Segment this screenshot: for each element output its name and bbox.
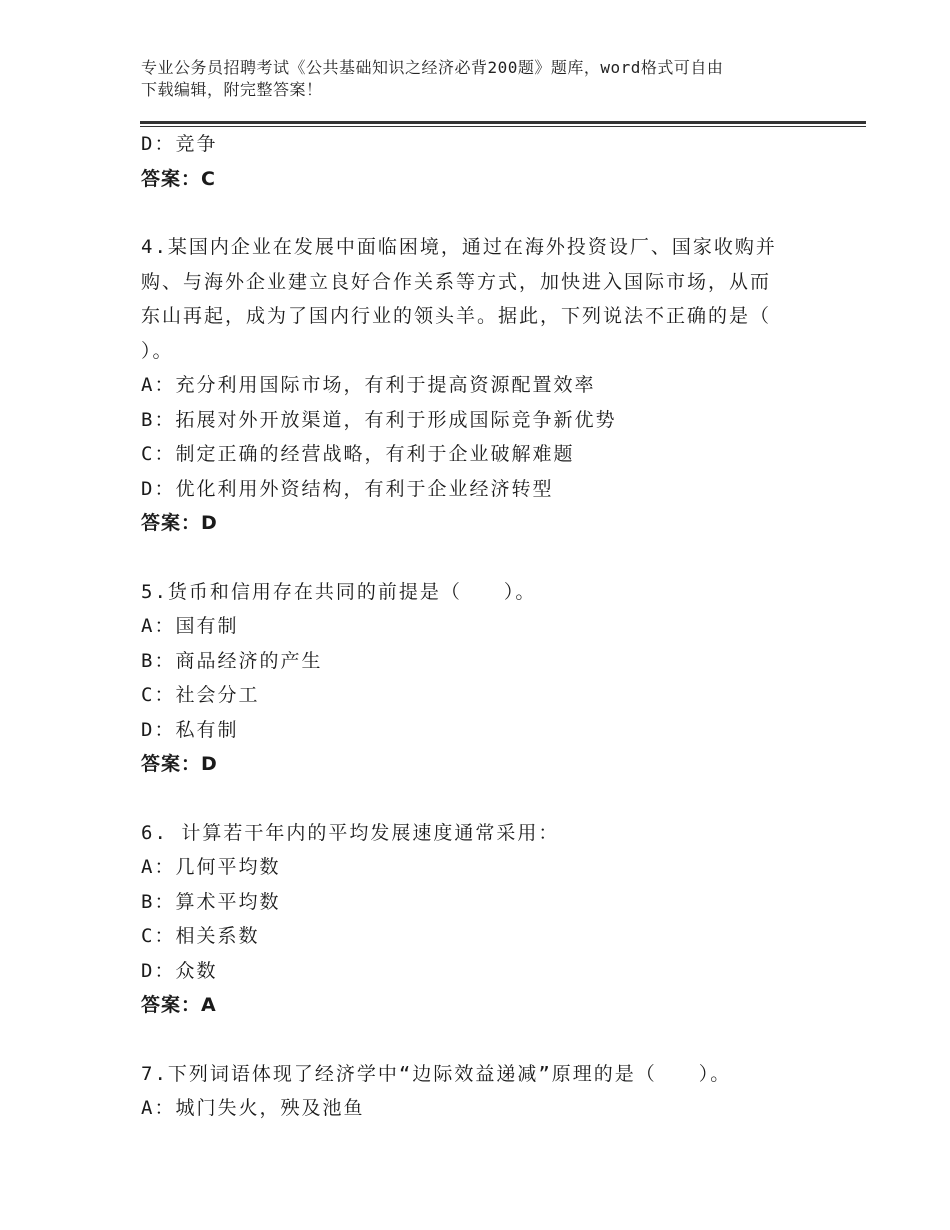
question-6 <box>141 816 821 1023</box>
spacer <box>141 541 821 575</box>
question-content <box>141 127 821 1126</box>
q5-option-a: A：国有制 <box>141 615 239 637</box>
q7-stem: 7.下列词语体现了经济学中“边际效益递减”原理的是（ ）。 <box>141 1062 732 1085</box>
document-header <box>141 57 821 101</box>
header-divider-thick <box>140 121 866 124</box>
q4-stem-line-2: 购、与海外企业建立良好合作关系等方式，加快进入国际市场，从而 <box>141 270 772 293</box>
question-3-tail <box>141 127 821 196</box>
header-title-line-1: 专业公务员招聘考试《公共基础知识之经济必背200题》题库，word格式可自由 <box>141 58 724 77</box>
question-7 <box>141 1057 821 1126</box>
q5-option-c: C：社会分工 <box>141 684 260 706</box>
q4-stem-line-4: ）。 <box>141 339 174 362</box>
spacer <box>141 196 821 230</box>
q4-answer: 答案：D <box>141 512 218 534</box>
q3-answer: 答案：C <box>141 167 216 190</box>
q7-option-a: A：城门失火，殃及池鱼 <box>141 1097 365 1119</box>
spacer <box>141 782 821 816</box>
spacer <box>141 1023 821 1057</box>
q6-option-d: D：众数 <box>141 959 218 982</box>
q4-stem-line-3: 东山再起，成为了国内行业的领头羊。据此，下列说法不正确的是（ <box>141 305 772 327</box>
q5-option-d: D：私有制 <box>141 718 239 741</box>
question-4 <box>141 230 821 541</box>
q5-option-b: B：商品经济的产生 <box>141 649 323 672</box>
q6-option-c: C：相关系数 <box>141 925 260 947</box>
q6-option-a: A：几何平均数 <box>141 856 281 878</box>
q6-option-b: B：算术平均数 <box>141 890 281 913</box>
q6-stem: 6. 计算若干年内的平均发展速度通常采用： <box>141 821 560 844</box>
q3-option-d: D：竞争 <box>141 133 218 155</box>
q5-stem: 5.货币和信用存在共同的前提是（ ）。 <box>141 580 537 603</box>
header-title-line-2: 下载编辑，附完整答案！ <box>141 80 323 99</box>
q4-option-a: A：充分利用国际市场，有利于提高资源配置效率 <box>141 374 596 396</box>
q4-option-d: D：优化利用外资结构，有利于企业经济转型 <box>141 477 554 500</box>
question-5 <box>141 575 821 782</box>
q4-option-b: B：拓展对外开放渠道，有利于形成国际竞争新优势 <box>141 408 617 431</box>
q6-answer: 答案：A <box>141 994 217 1016</box>
q4-stem-line-1: 4.某国内企业在发展中面临困境，通过在海外投资设厂、国家收购并 <box>141 236 777 258</box>
q4-option-c: C：制定正确的经营战略，有利于企业破解难题 <box>141 443 575 465</box>
q5-answer: 答案：D <box>141 753 218 775</box>
